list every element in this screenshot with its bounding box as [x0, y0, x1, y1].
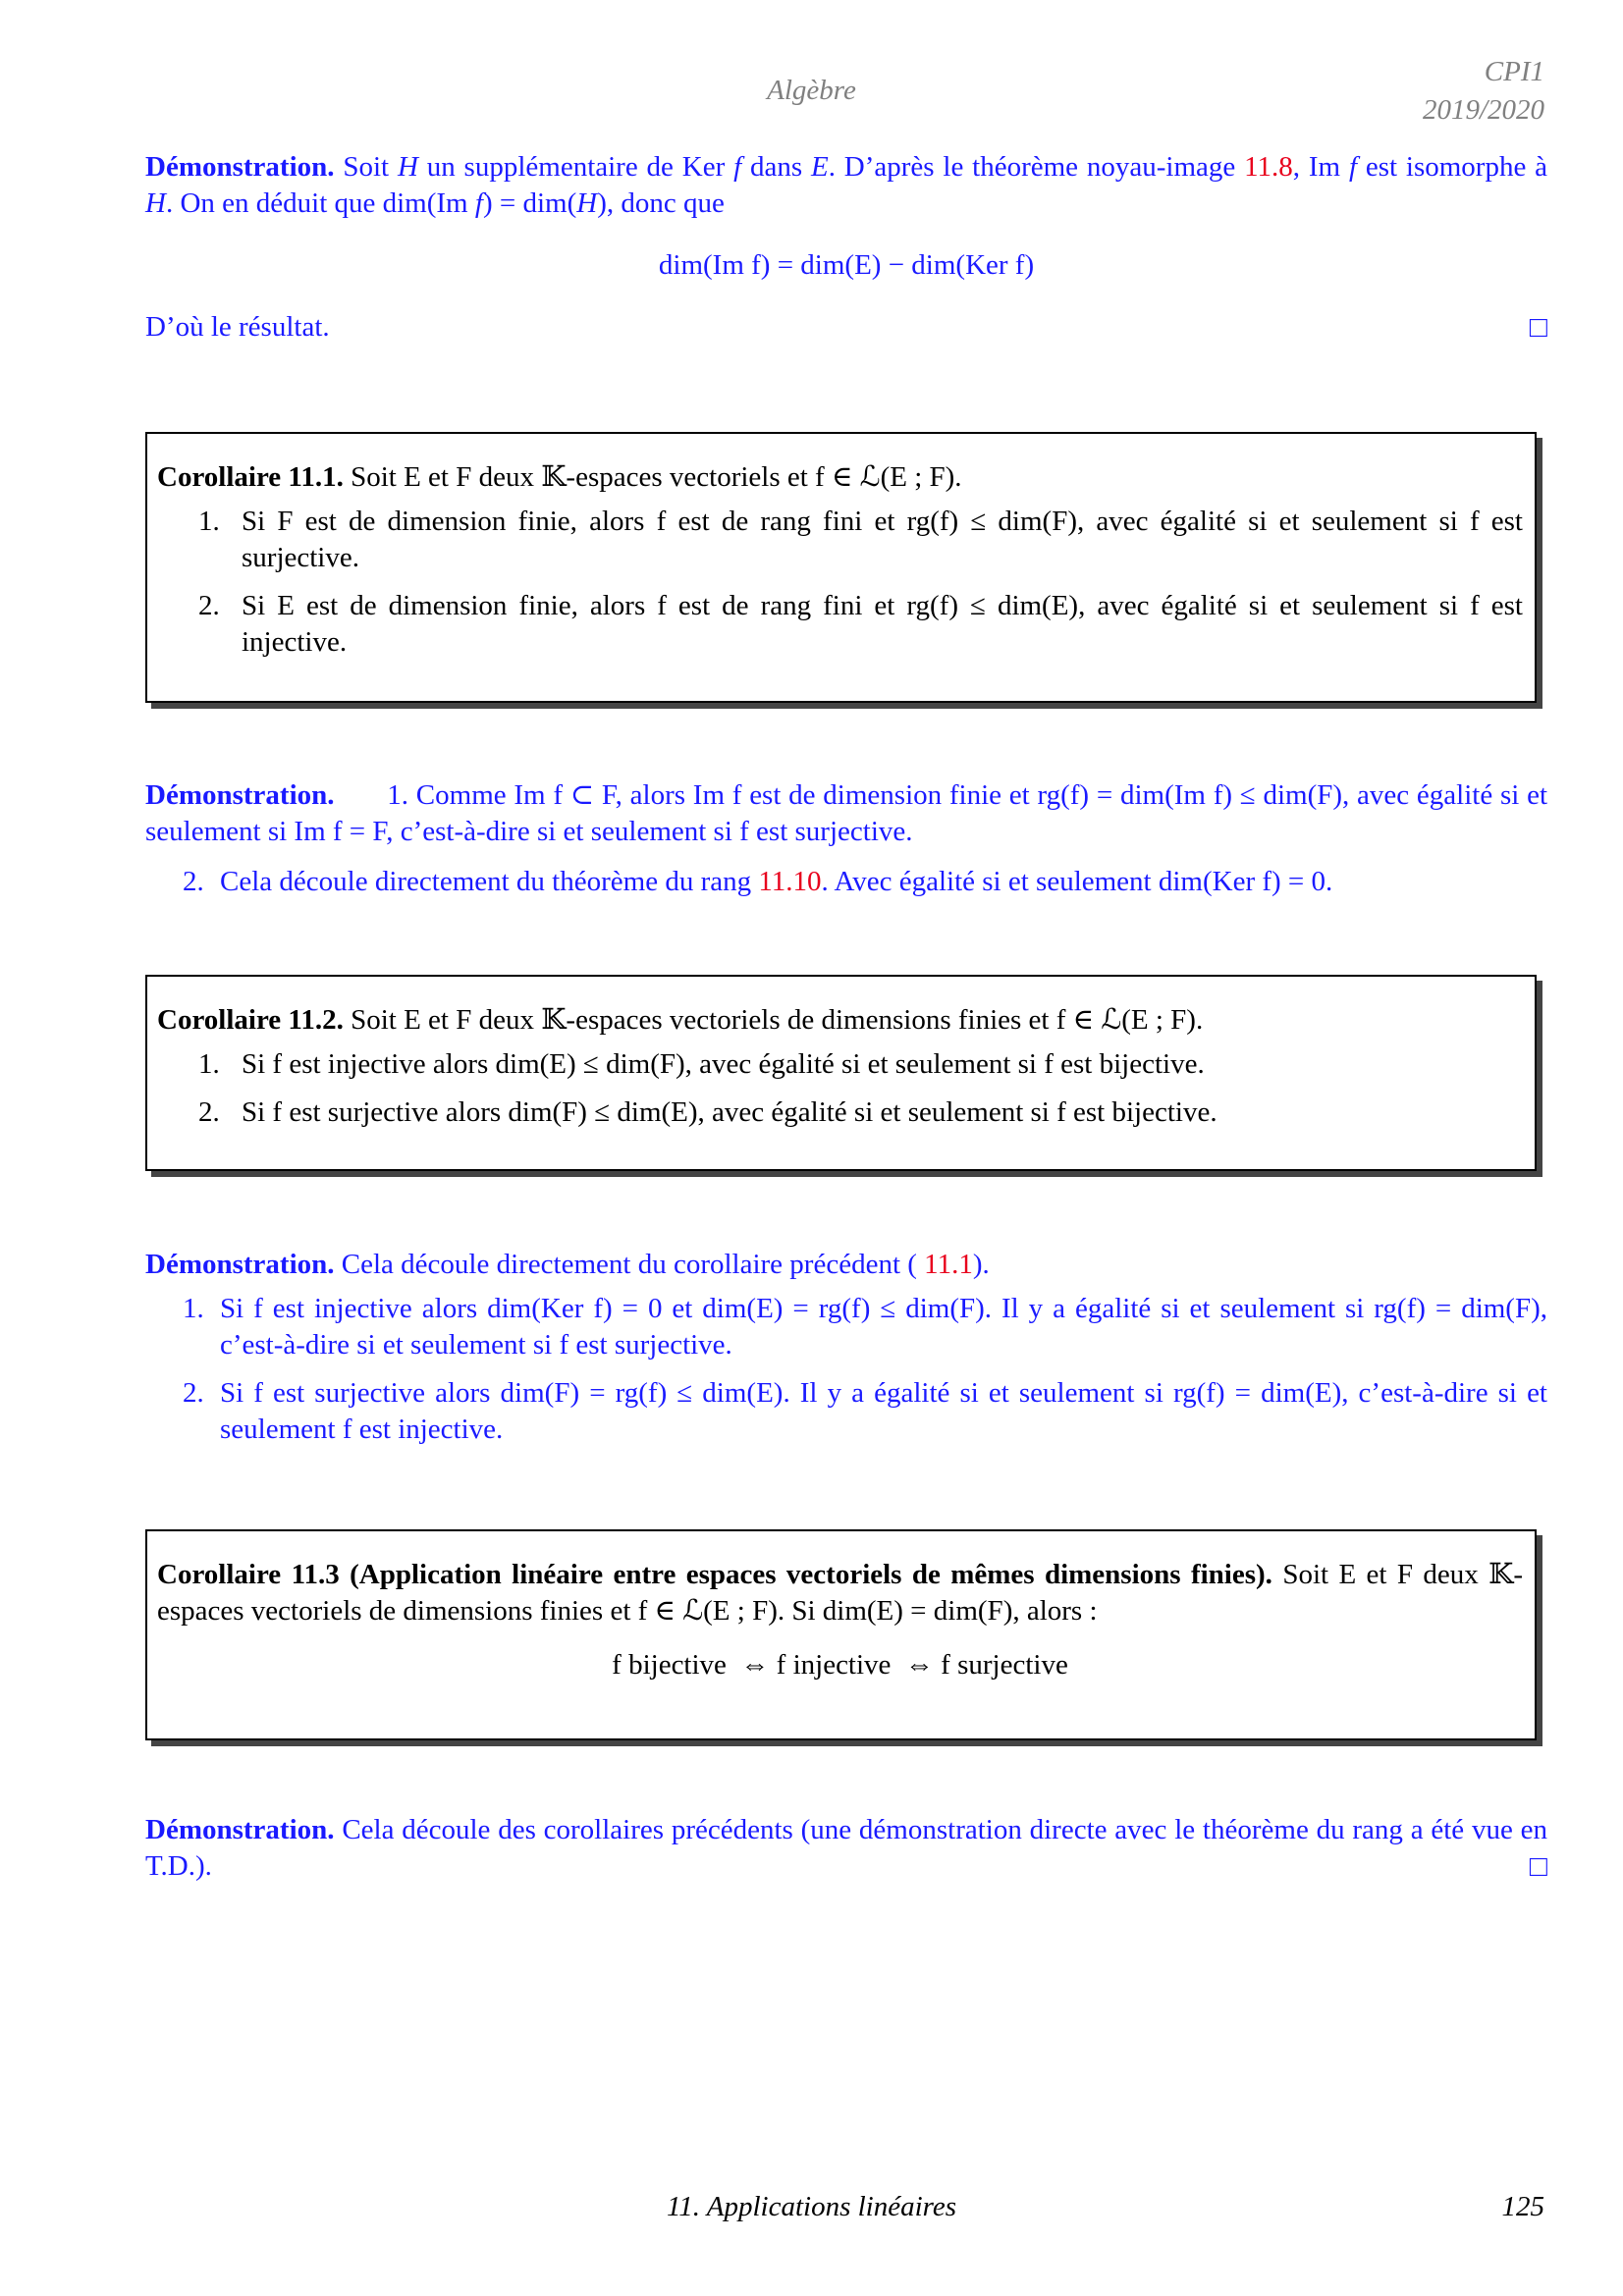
corollary-11-1-box [145, 432, 1537, 703]
header-year: 2019/2020 [1422, 94, 1544, 126]
text-segment: Cela découle directement du théorème du rang [220, 866, 759, 897]
demonstration-3-list [145, 1291, 1547, 1448]
reference-link-11-8[interactable]: 11.8 [1244, 151, 1293, 183]
header-course: CPI1 [1484, 56, 1544, 87]
list-item [157, 504, 1523, 576]
conclusion-line [145, 309, 1547, 346]
math-h: H [145, 187, 166, 219]
qed-square-icon: □ [1529, 311, 1547, 344]
corollary-label: Corollaire 11.2. [157, 1004, 344, 1036]
list-item [157, 1095, 1523, 1131]
list-number: 2. [183, 866, 204, 897]
demonstration-4 [145, 1812, 1547, 1885]
list-item-text: Si f est injective alors dim(E) ≤ dim(F), avec égalité si et seulement si f est bijective. [242, 1048, 1205, 1080]
corollary-11-3-box [145, 1529, 1537, 1740]
list-number: 2. [198, 1096, 220, 1128]
list-number: 2. [198, 590, 220, 621]
demonstration-1-paragraph [145, 149, 1547, 222]
list-item [157, 588, 1523, 661]
text-segment: ), donc que [597, 187, 725, 219]
demonstration-3 [145, 1247, 1547, 1460]
list-number: 1. [183, 1293, 204, 1324]
text-segment: . D’après le théorème noyau-image [828, 151, 1245, 183]
list-item-text: Comme Im f ⊂ F, alors Im f est de dimension finie et rg(f) = dim(Im f) ≤ dim(F), avec égalité si et seulement si Im f = F, c’est-à-dire si et seulement si f est surjective. [145, 779, 1547, 847]
text-segment: , Im [1292, 151, 1341, 183]
list-number: 1. [198, 506, 220, 537]
math-f: f [474, 187, 483, 219]
math-f: f [1348, 151, 1357, 183]
list-number: 1. [387, 779, 409, 811]
text-segment: ) = dim( [482, 187, 577, 219]
list-item [145, 1291, 1547, 1363]
reference-link-11-1[interactable]: 11.1 [924, 1249, 973, 1280]
demonstration-2-list [145, 864, 1547, 900]
equivalence-equation: f bijective ⇔ f injective ⇔ f surjective [612, 1649, 1068, 1681]
qed-square-icon: □ [1529, 1850, 1547, 1883]
math-e: E [810, 151, 829, 183]
math-h: H [576, 187, 598, 219]
corollary-intro: Soit E et F deux 𝕂-espaces vectoriels et f ∈ ℒ(E ; F). [351, 461, 962, 493]
text-segment: dans [741, 151, 811, 183]
demonstration-label: Démonstration. [145, 1814, 335, 1845]
footer-chapter-title: 11. Applications linéaires [666, 2191, 957, 2222]
demonstration-2 [145, 777, 1547, 912]
demonstration-label: Démonstration. [145, 151, 335, 183]
list-item-text: Si E est de dimension finie, alors f est de rang fini et rg(f) ≤ dim(E), avec égalité si et seulement si f est injective. [242, 590, 1523, 658]
list-item-text: Si f est injective alors dim(Ker f) = 0 et dim(E) = rg(f) ≤ dim(F). Il y a égalité si et seulement si rg(f) = dim(F), c’est-à-dire si et seulement si f est surjective. [220, 1293, 1547, 1361]
math-h: H [397, 151, 418, 183]
math-f: f [733, 151, 742, 183]
list-item-text: Si F est de dimension finie, alors f est de rang fini et rg(f) ≤ dim(F), avec égalité si et seulement si f est surjective. [242, 506, 1523, 573]
text-segment: Cela découle directement du corollaire précédent ( [341, 1249, 925, 1280]
corollary-11-2-box [145, 975, 1537, 1171]
header-course-block [1423, 53, 1544, 130]
corollary-11-2-statement [157, 1002, 1523, 1039]
demonstration-3-intro [145, 1247, 1547, 1283]
list-item-text: Si f est surjective alors dim(F) = rg(f) ≤ dim(E). Il y a égalité si et seulement si rg(f) = dim(E), c’est-à-dire si et seulement f est injective. [220, 1377, 1547, 1445]
demonstration-label: Démonstration. [145, 779, 335, 811]
text-segment: un supplémentaire de Ker [417, 151, 726, 183]
equation-rank: dim(Im f) = dim(E) − dim(Ker f) [658, 249, 1035, 281]
list-number: 1. [198, 1048, 220, 1080]
text-segment: . On en déduit que dim(Im [165, 187, 475, 219]
conclusion-text: D’où le résultat. [145, 311, 330, 343]
header-subject: Algèbre [767, 75, 856, 106]
list-item [145, 1375, 1547, 1448]
list-item [145, 864, 1547, 900]
corollary-label: Corollaire 11.1. [157, 461, 344, 493]
demonstration-4-paragraph [145, 1812, 1547, 1885]
corollary-11-1-list [157, 504, 1523, 661]
corollary-intro: Soit E et F deux 𝕂-espaces vectoriels de dimensions finies et f ∈ ℒ(E ; F). Si dim(E) = dim(F), alors : [157, 1559, 1523, 1627]
page-number: 125 [1501, 2191, 1544, 2222]
demonstration-2-first-item [145, 777, 1547, 850]
list-number: 2. [183, 1377, 204, 1409]
corollary-11-1-statement [157, 459, 1523, 496]
reference-link-11-10[interactable]: 11.10 [758, 866, 822, 897]
corollary-11-3-statement [157, 1557, 1523, 1629]
text-segment: . Avec égalité si et seulement dim(Ker f) = 0. [821, 866, 1333, 897]
corollary-label: Corollaire 11.3 (Application linéaire entre espaces vectoriels de mêmes dimensions finies). [157, 1559, 1272, 1590]
text-segment: ). [972, 1249, 990, 1280]
demonstration-text: Cela découle des corollaires précédents (une démonstration directe avec le théorème du rang a été vue en T.D.). [145, 1814, 1547, 1882]
list-item-text: Si f est surjective alors dim(F) ≤ dim(E), avec égalité si et seulement si f est bijective. [242, 1096, 1217, 1128]
list-item [157, 1046, 1523, 1083]
text-segment: est isomorphe à [1357, 151, 1548, 183]
corollary-intro: Soit E et F deux 𝕂-espaces vectoriels de dimensions finies et f ∈ ℒ(E ; F). [351, 1004, 1204, 1036]
text-segment: Soit [343, 151, 398, 183]
corollary-11-2-list [157, 1046, 1523, 1131]
demonstration-label: Démonstration. [145, 1249, 335, 1280]
demonstration-1 [145, 149, 1547, 346]
